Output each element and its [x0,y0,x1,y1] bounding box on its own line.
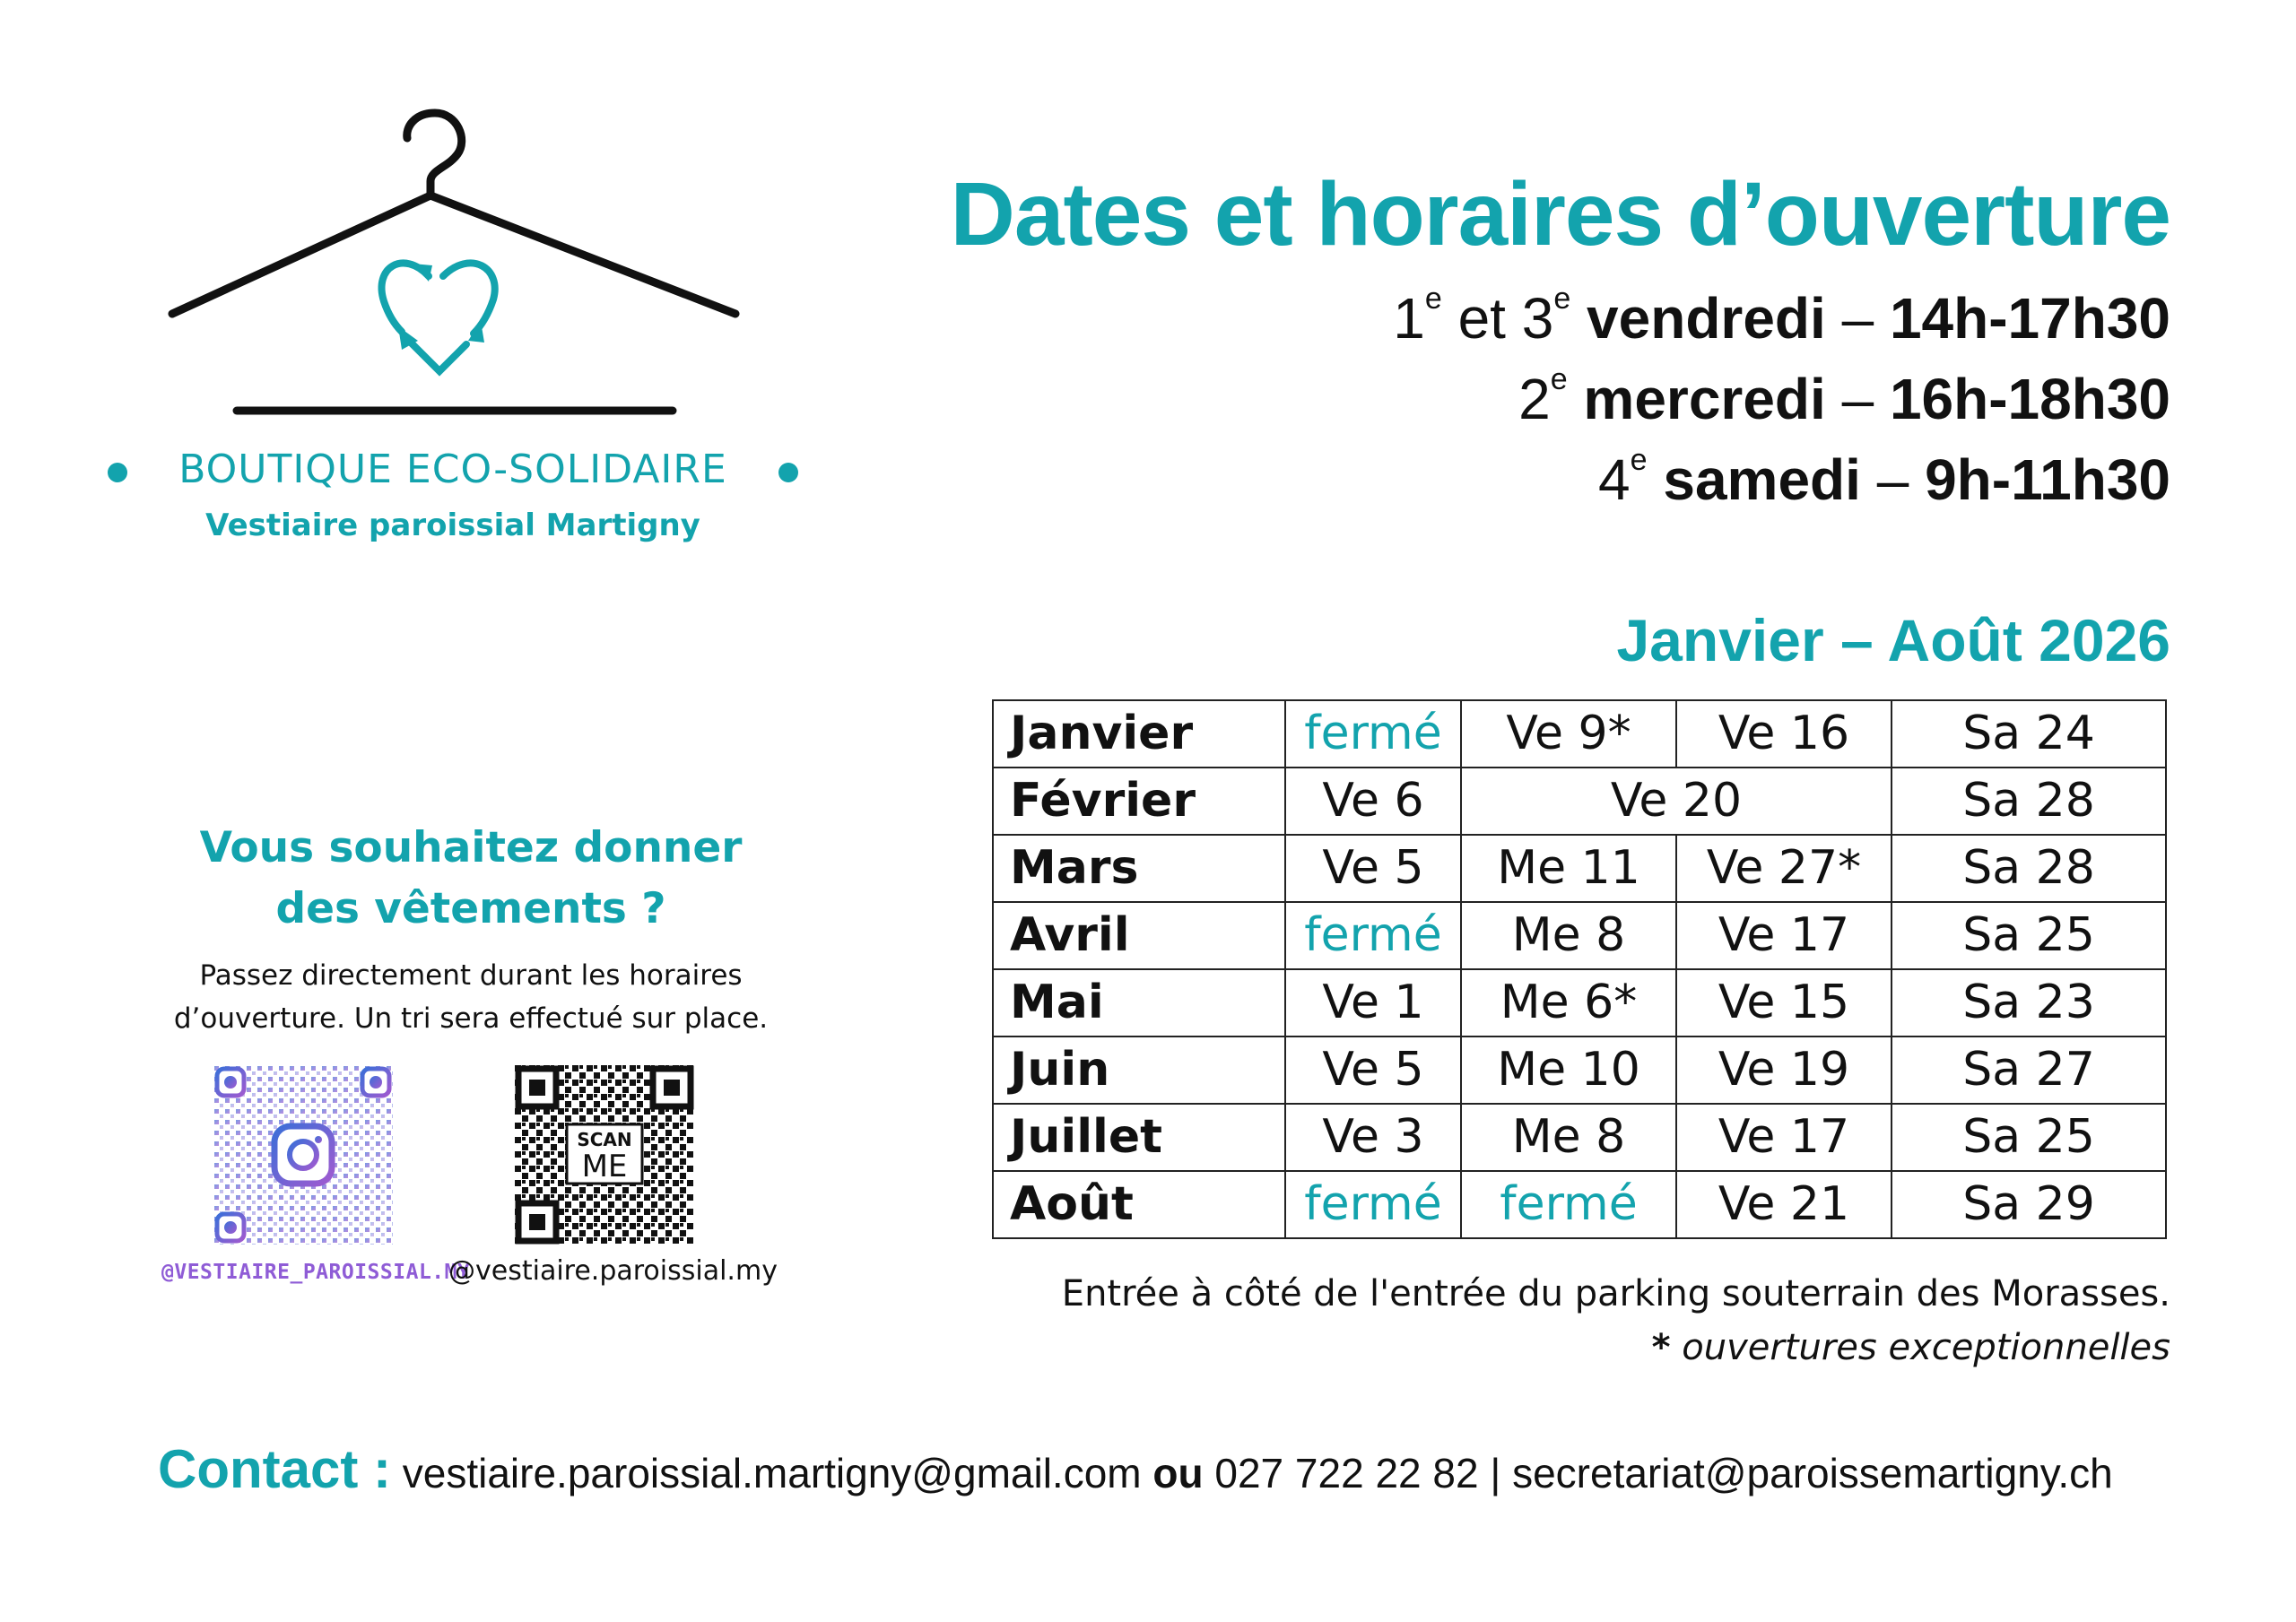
ordinal: 4 [1598,447,1631,512]
date-cell: Ve 3 [1285,1104,1461,1171]
recycle-heart-icon [382,263,495,371]
month-cell: Avril [993,902,1285,969]
schedule-day: mercredi [1583,367,1826,431]
date-cell: Sa 29 [1892,1171,2166,1238]
date-cell: Ve 21 [1676,1171,1892,1238]
asterisk: * [1651,1327,1671,1368]
schedule-hours: 14h-17h30 [1889,286,2170,351]
schedule-day: vendredi [1587,286,1826,351]
donation-text [126,954,816,1040]
date-cell: Ve 19 [1676,1037,1892,1104]
date-cell: Ve 16 [1676,700,1892,768]
exceptional-note [1652,1327,2170,1368]
donation-text-line: d’ouverture. Un tri sera effectué sur place. [173,1002,769,1035]
ordinal: 1 [1393,286,1425,351]
date-cell: Ve 6 [1285,768,1461,835]
contact-email-primary[interactable]: vestiaire.paroissial.martigny@gmail.com [402,1450,1142,1496]
date-cell: Ve 17 [1676,1104,1892,1171]
contact-line [158,1438,2113,1500]
dot-right-icon [778,463,798,482]
ordinal-suffix: e [1553,282,1571,316]
brand-subtitle: Vestiaire paroissial Martigny [205,507,700,543]
date-cell: Ve 15 [1676,969,1892,1037]
schedule-day: samedi [1663,447,1861,512]
date-cell: fermé [1285,1171,1461,1238]
month-cell: Juillet [993,1104,1285,1171]
instagram-qr-icon[interactable] [213,1065,393,1245]
date-cell: Ve 20 [1461,768,1892,835]
qr-code-icon[interactable] [515,1065,694,1245]
date-cell: Ve 9* [1461,700,1676,768]
schedule-separator: – [1825,286,1890,351]
donation-text-line: Passez directement durant les horaires [199,959,743,992]
month-cell: Janvier [993,700,1285,768]
date-cell: Ve 1 [1285,969,1461,1037]
date-cell: Sa 23 [1892,969,2166,1037]
ordinal-suffix: e [1630,443,1648,477]
date-cell: Ve 5 [1285,1037,1461,1104]
date-cell: Sa 27 [1892,1037,2166,1104]
entry-note: Entrée à côté de l'entrée du parking souterrain des Morasses. [1061,1273,2170,1314]
contact-label: Contact : [158,1439,391,1499]
month-cell: Mars [993,835,1285,902]
schedule-separator: – [1860,447,1926,512]
ordinal: 2 [1518,367,1551,431]
schedule-separator: – [1825,367,1890,431]
contact-phone[interactable]: 027 722 22 82 [1214,1450,1479,1496]
table-row [993,902,2166,969]
contact-or: ou [1152,1450,1204,1496]
date-cell: fermé [1461,1171,1676,1238]
date-cell: Ve 17 [1676,902,1892,969]
date-cell: Me 11 [1461,835,1676,902]
hanger-icon [172,113,735,411]
schedule-line-saturday [1598,443,2170,513]
exceptional-note-text: ouvertures exceptionnelles [1670,1327,2170,1368]
schedule-hours: 16h-18h30 [1889,367,2170,431]
schedule-line-wednesday [1518,362,2170,432]
table-row [993,768,2166,835]
instagram-handle[interactable]: @VESTIAIRE_PAROISSIAL.MY [161,1261,471,1284]
ordinal-suffix: e [1550,362,1568,396]
date-cell: fermé [1285,902,1461,969]
table-row [993,1104,2166,1171]
donation-title-line: Vous souhaitez donner [199,823,743,872]
scan-badge-bottom: ME [581,1149,628,1184]
table-row [993,1037,2166,1104]
date-cell: Ve 27* [1676,835,1892,902]
contact-divider: | [1490,1450,1501,1496]
scan-badge-top: SCAN [577,1129,632,1150]
hanger-logo [161,106,753,429]
brand-row [108,447,798,500]
date-cell: Me 10 [1461,1037,1676,1104]
date-cell: Sa 25 [1892,1104,2166,1171]
ordinal-join: et 3 [1441,286,1554,351]
schedule-line-friday [1393,282,2170,351]
donation-title [126,818,816,940]
month-cell: Mai [993,969,1285,1037]
table-row [993,835,2166,902]
date-cell: Sa 28 [1892,768,2166,835]
schedule-hours: 9h-11h30 [1925,447,2170,512]
month-cell: Juin [993,1037,1285,1104]
table-row [993,700,2166,768]
table-row [993,1171,2166,1238]
scan-handle[interactable]: @vestiaire.paroissial.my [448,1255,778,1287]
ordinal-suffix: e [1424,282,1442,316]
table-row [993,969,2166,1037]
date-cell: Sa 28 [1892,835,2166,902]
date-cell: Me 6* [1461,969,1676,1037]
date-cell: fermé [1285,700,1461,768]
dates-table [992,699,2167,1239]
contact-email-secondary[interactable]: secretariat@paroissemartigny.ch [1512,1450,2113,1496]
date-cell: Sa 25 [1892,902,2166,969]
month-cell: Février [993,768,1285,835]
date-cell: Ve 5 [1285,835,1461,902]
date-cell: Sa 24 [1892,700,2166,768]
date-cell: Me 8 [1461,1104,1676,1171]
period-title: Janvier – Août 2026 [1616,607,2170,673]
donation-title-line: des vêtements ? [275,884,666,933]
page-title: Dates et horaires d’ouverture [950,164,2170,265]
month-cell: Août [993,1171,1285,1238]
brand-name: BOUTIQUE ECO-SOLIDAIRE [178,447,727,492]
date-cell: Me 8 [1461,902,1676,969]
